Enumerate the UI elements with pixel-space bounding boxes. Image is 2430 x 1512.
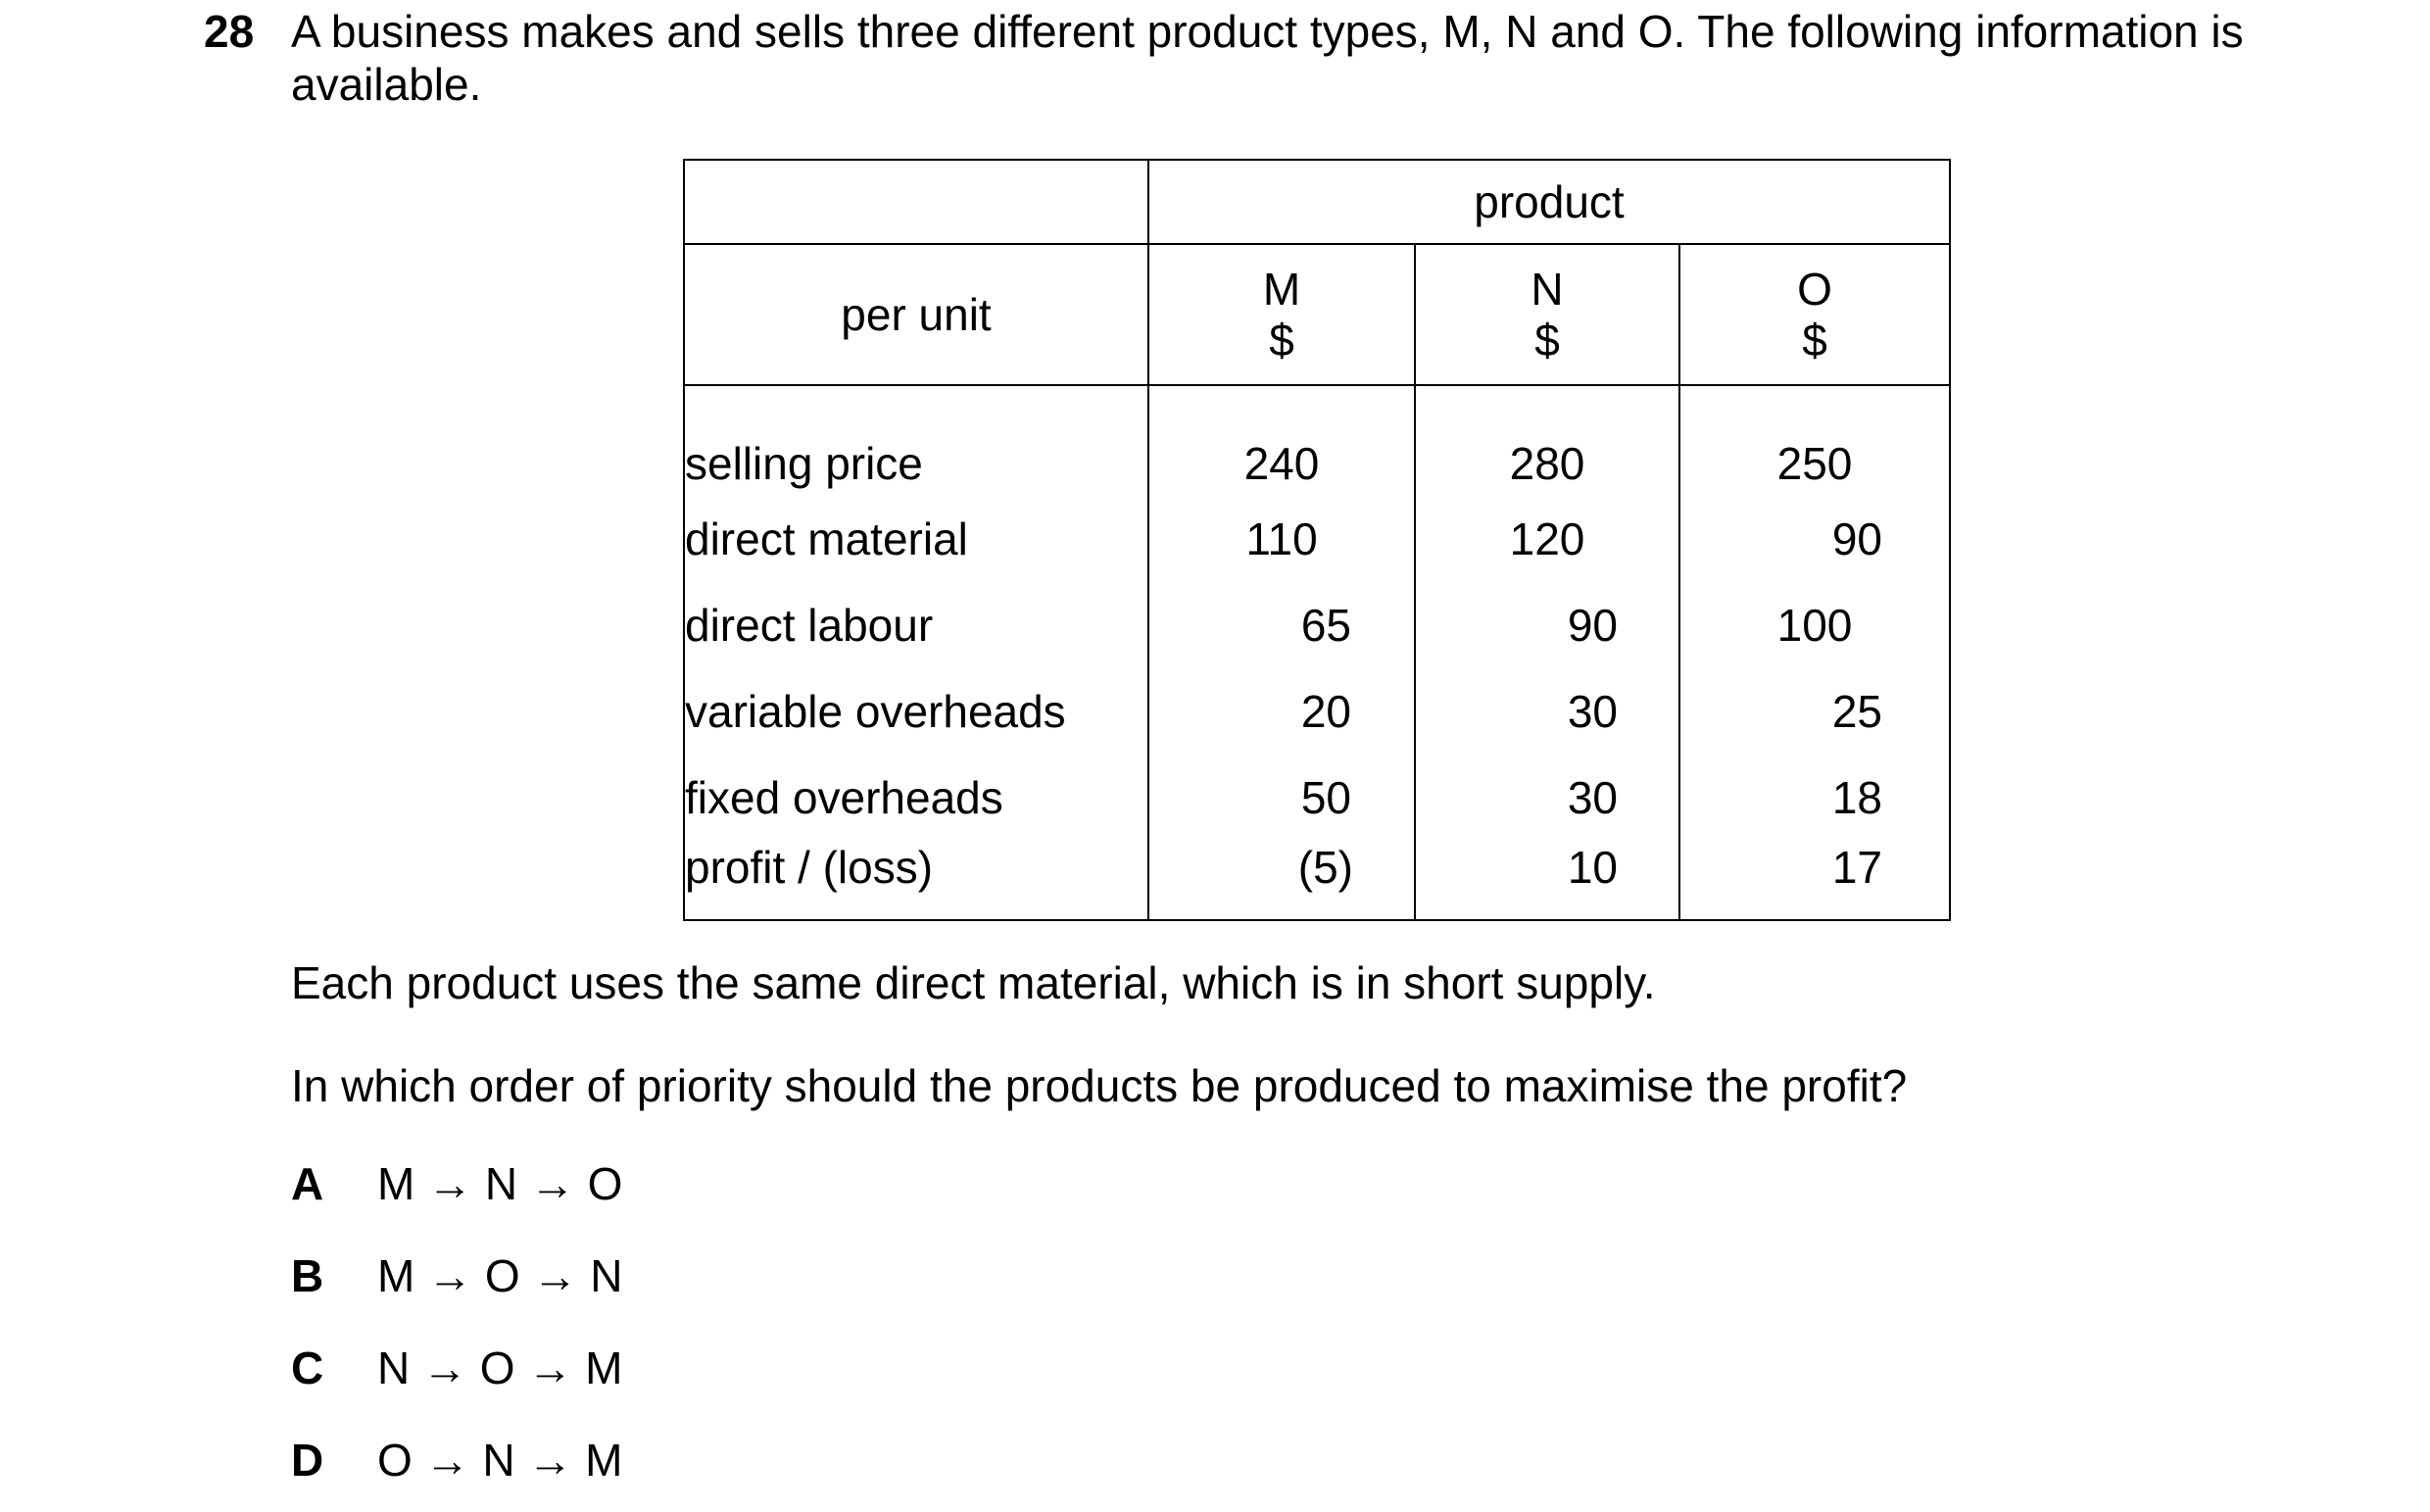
column-name-n: N — [1531, 264, 1564, 315]
column-header-n — [1415, 244, 1679, 385]
cell-m: 110 — [1148, 496, 1415, 582]
cell-n: 30 — [1415, 755, 1679, 841]
supply-statement: Each product uses the same direct material, which is in short supply. — [291, 957, 1656, 1008]
column-unit-m: $ — [1269, 315, 1294, 366]
row-label: fixed overheads — [684, 755, 1148, 841]
option-text: O → N → M — [377, 1435, 623, 1486]
option-letter: C — [291, 1342, 324, 1393]
header-empty-cell — [684, 160, 1148, 244]
option-c[interactable] — [291, 1341, 622, 1394]
per-unit-header: per unit — [684, 244, 1148, 385]
cell-n: 280 — [1415, 385, 1679, 496]
row-label: variable overheads — [684, 668, 1148, 755]
table-row — [684, 841, 1950, 920]
row-label: direct labour — [684, 582, 1148, 668]
cell-n: 120 — [1415, 496, 1679, 582]
row-label: profit / (loss) — [684, 841, 1148, 920]
cell-n: 90 — [1415, 582, 1679, 668]
option-text: N → O → M — [377, 1342, 623, 1393]
cell-o: 17 — [1679, 841, 1950, 920]
option-text: M → O → N — [377, 1250, 623, 1301]
row-label: direct material — [684, 496, 1148, 582]
cell-m: 65 — [1148, 582, 1415, 668]
row-label: selling price — [684, 385, 1148, 496]
cell-n: 30 — [1415, 668, 1679, 755]
cell-o: 90 — [1679, 496, 1950, 582]
option-d[interactable] — [291, 1434, 622, 1487]
option-letter: D — [291, 1435, 324, 1486]
table-row — [684, 755, 1950, 841]
product-cost-table — [683, 159, 1951, 921]
column-unit-n: $ — [1534, 315, 1560, 366]
cell-n: 10 — [1415, 841, 1679, 920]
table-row — [684, 668, 1950, 755]
question-prompt: In which order of priority should the products be produced to maximise the profit? — [291, 1060, 1908, 1111]
cell-m: (5) — [1148, 841, 1415, 920]
column-header-m — [1148, 244, 1415, 385]
table-header-row-columns — [684, 244, 1950, 385]
table-row — [684, 385, 1950, 496]
cell-m: 240 — [1148, 385, 1415, 496]
cell-o: 18 — [1679, 755, 1950, 841]
question-stem: A business makes and sells three different product types, M, N and O. The following information is available. — [291, 6, 2244, 110]
option-letter: B — [291, 1250, 324, 1301]
cell-o: 100 — [1679, 582, 1950, 668]
column-unit-o: $ — [1802, 315, 1827, 366]
product-group-header: product — [1148, 160, 1950, 244]
column-name-o: O — [1797, 264, 1832, 315]
option-a[interactable] — [291, 1157, 622, 1210]
option-text: M → N → O — [377, 1158, 623, 1209]
table-row — [684, 582, 1950, 668]
table-header-row-group — [684, 160, 1950, 244]
question-number: 28 — [204, 6, 255, 57]
table-row — [684, 496, 1950, 582]
column-header-o — [1679, 244, 1950, 385]
cell-m: 20 — [1148, 668, 1415, 755]
column-name-m: M — [1262, 264, 1301, 315]
option-letter: A — [291, 1158, 324, 1209]
option-b[interactable] — [291, 1249, 622, 1302]
cell-m: 50 — [1148, 755, 1415, 841]
cell-o: 25 — [1679, 668, 1950, 755]
cell-o: 250 — [1679, 385, 1950, 496]
